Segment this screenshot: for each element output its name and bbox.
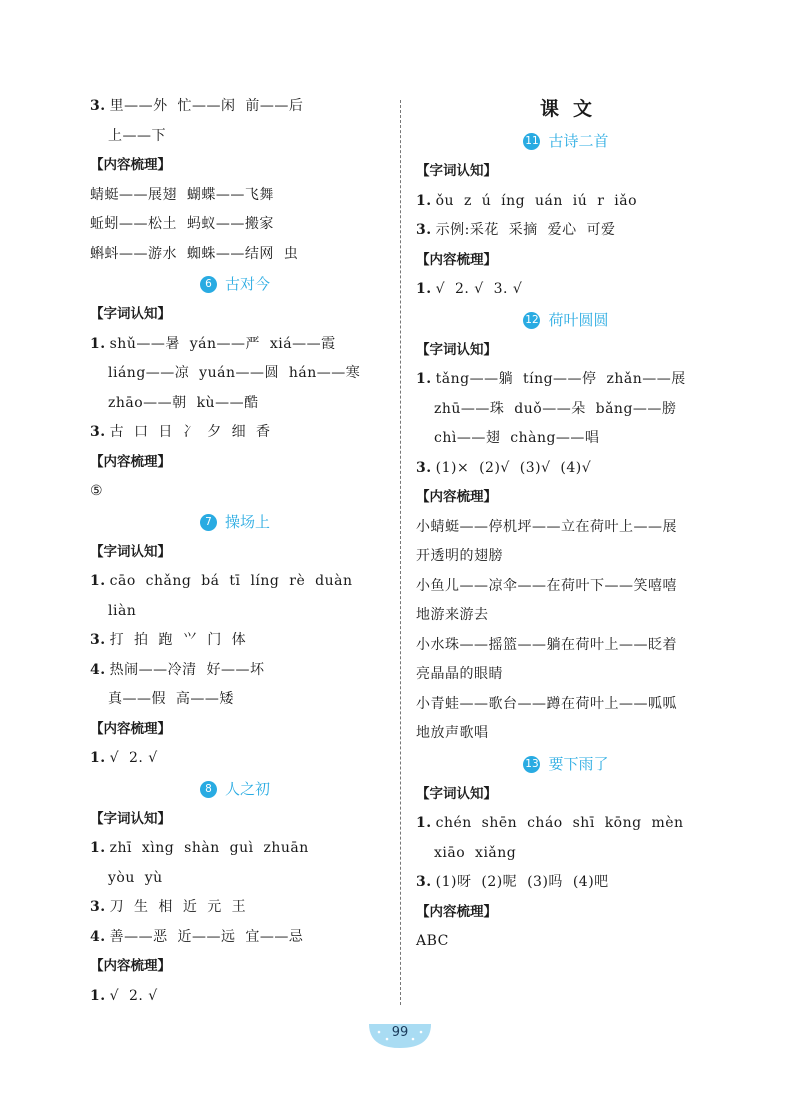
lesson-title [90, 269, 380, 300]
answer-text: liàn [108, 602, 137, 619]
lesson-title [90, 774, 380, 805]
item-number: 1. [416, 192, 432, 209]
answer-text: 热闹——冷清 好——坏 [109, 661, 265, 678]
answer-text: tǎng——躺 tíng——停 zhǎn——展 [435, 371, 686, 387]
answer-text: 刀 生 相 近 元 王 [109, 899, 247, 915]
left-column [90, 92, 380, 1011]
column-divider [400, 100, 401, 1005]
answer-line [416, 365, 716, 395]
answer-text: zhū——珠 duǒ——朵 bǎng——膀 [434, 400, 677, 417]
answer-line [416, 690, 716, 720]
answer-text: (1)呀 (2)呢 (3)吗 (4)吧 [435, 874, 609, 890]
answer-line [416, 424, 716, 454]
answer-line [416, 809, 716, 839]
item-number: 1. [90, 573, 106, 589]
lesson-number-badge: 8 [200, 781, 217, 798]
lesson-title [416, 126, 716, 157]
answer-text: 善——恶 近——远 宜——忌 [109, 928, 304, 945]
answer-text: 小鱼儿——凉伞——在荷叶下——笑嘻嘻 [416, 577, 677, 594]
item-number: 3. [90, 98, 106, 114]
answer-line [416, 631, 716, 661]
answer-line [90, 359, 380, 389]
answer-text: 上——下 [108, 127, 166, 144]
answer-text: √ 2. √ [109, 750, 158, 766]
answer-text: zhāo——朝 kù——酷 [108, 394, 259, 411]
answer-text: 古 口 日 冫 夕 细 香 [109, 424, 271, 440]
answer-line [90, 597, 380, 627]
item-number: 4. [90, 661, 106, 678]
answer-text: shǔ——暑 yán——严 xiá——霞 [109, 335, 336, 352]
item-number: 1. [416, 815, 432, 831]
section-label: 【内容梳理】 [416, 489, 497, 505]
answer-text: chì——翅 chàng——唱 [434, 430, 600, 446]
section-label: 【字词认知】 [90, 810, 171, 827]
answer-text: 蚯蚓——松土 蚂蚁——搬家 [90, 216, 274, 232]
lesson-number-badge: 6 [200, 276, 217, 293]
answer-line [416, 542, 716, 572]
lesson-number-badge: 11 [523, 133, 540, 150]
answer-line [90, 656, 380, 686]
answer-text: xiāo xiǎng [434, 844, 517, 861]
answer-line [416, 601, 716, 631]
answer-text: ABC [416, 933, 449, 949]
section-label: 【内容梳理】 [90, 720, 171, 737]
item-number: 1. [416, 281, 432, 297]
answer-text: ⑤ [90, 483, 104, 499]
item-number: 3. [416, 874, 432, 890]
lesson-title-text: 人之初 [224, 779, 270, 798]
page-number: 99 [391, 1025, 409, 1040]
answer-line [90, 744, 380, 774]
answer-line [90, 893, 380, 923]
answer-line [416, 216, 716, 246]
answer-text: √ 2. √ 3. √ [435, 281, 523, 297]
page-number-badge [367, 1020, 433, 1050]
lesson-title-text: 荷叶圆圆 [548, 310, 609, 329]
unit-heading: 课文 [539, 98, 606, 120]
answer-line [90, 122, 380, 152]
answer-line [416, 395, 716, 425]
answer-line [90, 240, 380, 270]
answer-line [416, 513, 716, 543]
answer-text: 里——外 忙——闲 前——后 [109, 98, 304, 114]
answer-text: 开透明的翅膀 [416, 548, 503, 564]
section-label: 【字词认知】 [90, 543, 171, 560]
item-number: 1. [90, 840, 106, 856]
answer-text: √ 2. √ [109, 987, 158, 1004]
item-number: 1. [90, 335, 106, 352]
lesson-title [416, 305, 716, 336]
lesson-title-text: 操场上 [224, 512, 270, 531]
lesson-title [416, 749, 716, 780]
answer-line [416, 572, 716, 602]
answer-line [416, 275, 716, 305]
item-number: 1. [90, 987, 106, 1004]
answer-line [90, 982, 380, 1012]
answer-line [416, 719, 716, 749]
section-label: 【内容梳理】 [90, 453, 171, 470]
answer-line [90, 864, 380, 894]
answer-line [90, 626, 380, 656]
answer-text: (1)× (2)√ (3)√ (4)√ [435, 459, 592, 476]
answer-line [90, 477, 380, 507]
section-label: 【内容梳理】 [416, 903, 497, 920]
answer-line [90, 418, 380, 448]
item-number: 4. [90, 928, 106, 945]
lesson-title-text: 要下雨了 [548, 754, 609, 773]
answer-line [416, 927, 716, 957]
answer-line [90, 923, 380, 953]
section-label: 【字词认知】 [90, 306, 171, 322]
item-number: 3. [416, 459, 432, 476]
answer-text: 小青蛙——歌台——蹲在荷叶上——呱呱 [416, 695, 677, 712]
answer-text: zhī xìng shàn guì zhuān [109, 840, 309, 856]
section-label: 【字词认知】 [416, 785, 497, 802]
section-label: 【字词认知】 [416, 341, 497, 358]
item-number: 3. [416, 222, 432, 238]
answer-line [90, 92, 380, 122]
answer-text: yòu yù [108, 869, 163, 886]
answer-text: 地游来游去 [416, 607, 489, 623]
answer-text: 蝌蚪——游水 蜘蛛——结网 虫 [90, 245, 299, 262]
item-number: 1. [416, 371, 432, 387]
answer-text: 真——假 高——矮 [108, 691, 234, 707]
answer-text: 亮晶晶的眼睛 [416, 666, 503, 682]
answer-line [90, 567, 380, 597]
section-label: 【内容梳理】 [90, 958, 171, 974]
answer-line [416, 839, 716, 869]
answer-text: ǒu z ú íng uán iú r iǎo [435, 192, 638, 209]
answer-text: 蜻蜓——展翅 蝴蝶——飞舞 [90, 186, 274, 203]
lesson-number-badge: 7 [200, 514, 217, 531]
answer-text: 小水珠——摇篮——躺在荷叶上——眨着 [416, 636, 677, 653]
answer-line [416, 454, 716, 484]
item-number: 3. [90, 632, 106, 648]
answer-line [90, 389, 380, 419]
answer-text: 示例:采花 采摘 爱心 可爱 [435, 222, 616, 238]
answer-line [90, 330, 380, 360]
right-column [416, 92, 716, 957]
answer-text: cāo chǎng bá tī líng rè duàn [109, 573, 353, 589]
section-label: 【字词认知】 [416, 163, 497, 179]
lesson-number-badge: 13 [523, 756, 540, 773]
item-number: 3. [90, 424, 106, 440]
answer-text: 地放声歌唱 [416, 725, 489, 741]
answer-text: chén shēn cháo shī kōng mèn [435, 815, 684, 831]
answer-line [416, 660, 716, 690]
answer-text: 小蜻蜓——停机坪——立在荷叶上——展 [416, 518, 677, 535]
answer-line [90, 834, 380, 864]
section-label: 【内容梳理】 [416, 251, 497, 268]
item-number: 1. [90, 750, 106, 766]
item-number: 3. [90, 899, 106, 915]
lesson-title-text: 古对今 [224, 275, 270, 293]
answer-line [416, 868, 716, 898]
answer-line [416, 187, 716, 217]
lesson-title-text: 古诗二首 [548, 132, 609, 150]
lesson-title [90, 507, 380, 538]
answer-line [90, 210, 380, 240]
answer-line [90, 181, 380, 211]
answer-line [90, 685, 380, 715]
lesson-number-badge: 12 [523, 312, 540, 329]
answer-text: liáng——凉 yuán——圆 hán——寒 [108, 365, 361, 381]
answer-text: 打 拍 跑 ⺍ 门 体 [109, 632, 247, 648]
section-label: 【内容梳理】 [90, 157, 171, 173]
